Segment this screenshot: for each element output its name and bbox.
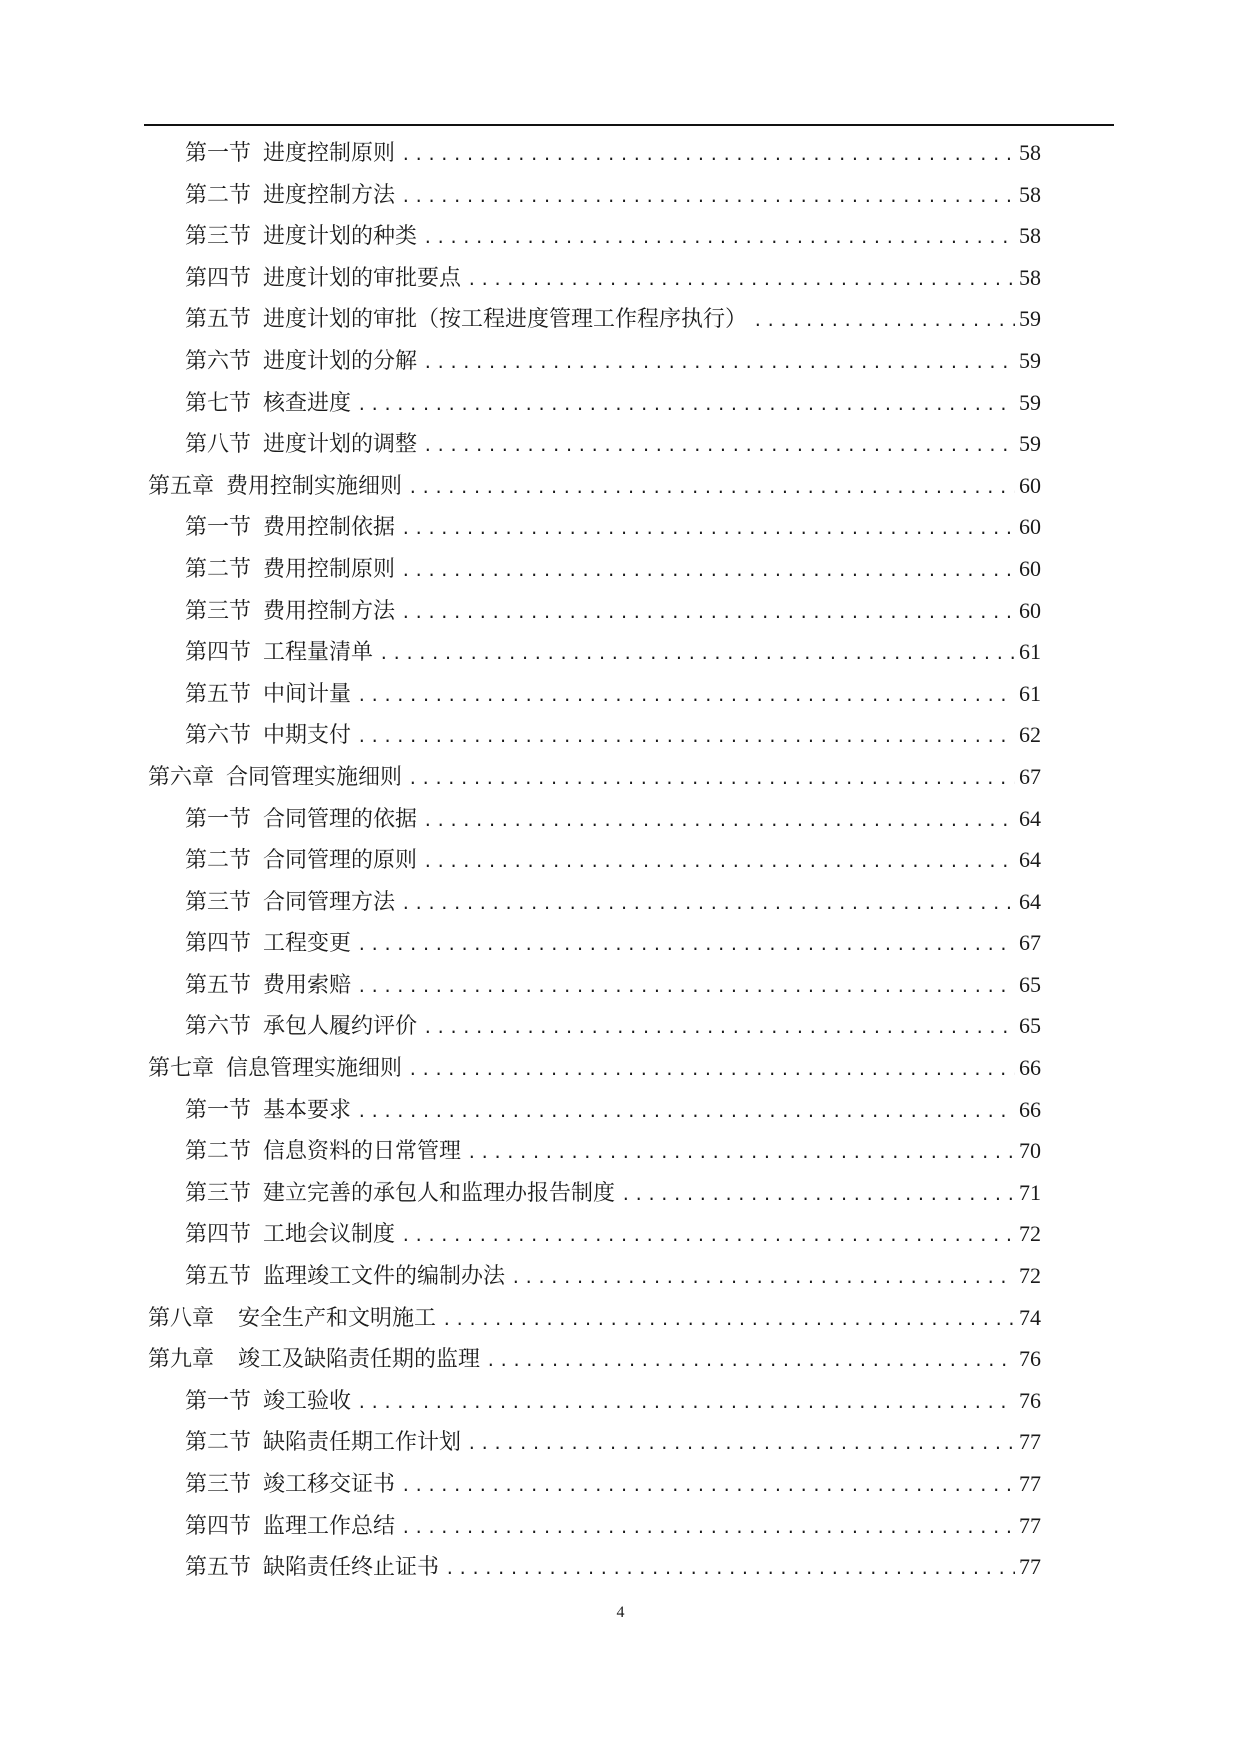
toc-entry-prefix: 第五节 [185,307,252,333]
toc-dot-leader [357,675,1015,717]
toc-section-entry[interactable] [148,382,1041,424]
toc-entry-page-number: 65 [1019,971,1041,997]
toc-entry-prefix: 第六章 [148,764,215,790]
toc-entry-prefix: 第六节 [185,348,252,374]
toc-entry-title: 安全生产和文明施工 [238,1305,437,1331]
toc-entry-prefix: 第四节 [185,1222,252,1248]
toc-entry-title: 进度计划的分解 [263,348,418,374]
toc-section-entry[interactable] [148,839,1041,881]
toc-dot-leader [401,1215,1015,1257]
toc-entry-page-number: 58 [1019,223,1041,249]
toc-entry-page-number: 70 [1019,1138,1041,1164]
table-of-contents [148,132,1041,1588]
toc-entry-page-number: 60 [1019,597,1041,623]
toc-chapter-entry[interactable] [148,1297,1041,1339]
toc-dot-leader [357,924,1015,966]
toc-entry-prefix: 第七节 [185,390,252,416]
toc-entry-prefix: 第二节 [185,1139,252,1165]
toc-dot-leader [401,134,1015,176]
toc-entry-prefix: 第三节 [185,889,252,915]
toc-chapter-entry[interactable] [148,465,1041,507]
toc-dot-leader [423,217,1015,259]
toc-section-entry[interactable] [148,1546,1041,1588]
toc-section-entry[interactable] [148,1005,1041,1047]
toc-section-entry[interactable] [148,1213,1041,1255]
toc-entry-prefix: 第四节 [185,265,252,291]
toc-section-entry[interactable] [148,1505,1041,1547]
toc-entry-title: 中期支付 [263,723,352,749]
toc-entry-page-number: 58 [1019,181,1041,207]
toc-entry-page-number: 77 [1019,1429,1041,1455]
toc-entry-prefix: 第三节 [185,224,252,250]
toc-entry-page-number: 72 [1019,1263,1041,1289]
toc-entry-page-number: 62 [1019,722,1041,748]
toc-entry-prefix: 第四节 [185,640,252,666]
toc-section-entry[interactable] [148,1380,1041,1422]
toc-entry-prefix: 第四节 [185,1513,252,1539]
toc-entry-title: 费用索赔 [263,972,352,998]
toc-entry-title: 信息资料的日常管理 [263,1139,462,1165]
toc-entry-page-number: 60 [1019,472,1041,498]
toc-dot-leader [401,176,1015,218]
toc-dot-leader [467,259,1015,301]
toc-entry-prefix: 第三节 [185,1472,252,1497]
toc-dot-leader [357,966,1015,1008]
toc-section-entry[interactable] [148,1463,1041,1505]
toc-section-entry[interactable] [148,506,1041,548]
toc-section-entry[interactable] [148,881,1041,923]
toc-dot-leader [357,716,1015,758]
toc-entry-prefix: 第一节 [185,806,252,832]
toc-entry-prefix: 第一节 [185,1388,252,1414]
toc-section-entry[interactable] [148,673,1041,715]
toc-entry-prefix: 第八章 [148,1305,215,1331]
toc-dot-leader [423,1007,1015,1049]
toc-entry-prefix: 第二节 [185,182,252,208]
toc-entry-title: 缺陷责任终止证书 [263,1555,440,1581]
toc-section-entry[interactable] [148,714,1041,756]
toc-entry-title: 监理工作总结 [263,1513,396,1539]
toc-dot-leader [357,1382,1015,1424]
toc-dot-leader [423,425,1015,467]
toc-entry-title: 缺陷责任期工作计划 [263,1430,462,1456]
toc-section-entry[interactable] [148,590,1041,632]
toc-entry-page-number: 76 [1019,1346,1041,1372]
toc-entry-title: 核查进度 [263,390,352,416]
toc-entry-prefix: 第二节 [185,556,252,582]
toc-entry-page-number: 59 [1019,431,1041,457]
toc-entry-title: 进度计划的种类 [263,224,418,250]
toc-entry-prefix: 第九章 [148,1347,215,1373]
page-number: 4 [616,1604,625,1621]
toc-entry-page-number: 60 [1019,555,1041,581]
toc-section-entry[interactable] [148,964,1041,1006]
toc-dot-leader [621,1174,1015,1216]
toc-dot-leader [408,1049,1015,1091]
toc-entry-title: 合同管理方法 [263,889,396,915]
toc-entry-page-number: 67 [1019,763,1041,789]
toc-dot-leader [486,1340,1015,1382]
toc-entry-prefix: 第四节 [185,931,252,957]
toc-entry-title: 进度控制方法 [263,182,396,208]
toc-dot-leader [445,1548,1015,1590]
toc-dot-leader [467,1423,1015,1465]
toc-dot-leader [511,1257,1015,1299]
toc-dot-leader [401,883,1015,925]
toc-entry-title: 费用控制方法 [263,598,396,624]
toc-entry-page-number: 77 [1019,1471,1041,1496]
toc-entry-title: 中间计量 [263,681,352,707]
toc-entry-page-number: 77 [1019,1512,1041,1538]
toc-entry-prefix: 第八节 [185,432,252,458]
toc-section-entry[interactable] [148,298,1041,340]
toc-entry-page-number: 74 [1019,1304,1041,1330]
toc-entry-prefix: 第一节 [185,1097,252,1123]
toc-entry-prefix: 第二节 [185,1430,252,1456]
toc-section-entry[interactable] [148,631,1041,673]
toc-dot-leader [357,384,1015,426]
toc-dot-leader [442,1299,1015,1341]
toc-section-entry[interactable] [148,548,1041,590]
toc-entry-title: 合同管理的依据 [263,806,418,832]
toc-entry-title: 竣工验收 [263,1388,352,1414]
toc-entry-title: 工地会议制度 [263,1222,396,1248]
header-rule [144,124,1114,126]
toc-entry-title: 建立完善的承包人和监理办报告制度 [263,1180,616,1206]
toc-dot-leader [357,1091,1015,1133]
toc-entry-page-number: 59 [1019,347,1041,373]
toc-dot-leader [401,1507,1015,1549]
toc-entry-page-number: 61 [1019,680,1041,706]
toc-entry-title: 监理竣工文件的编制办法 [263,1264,506,1290]
toc-entry-prefix: 第五节 [185,681,252,707]
toc-entry-title: 竣工及缺陷责任期的监理 [238,1347,481,1373]
toc-entry-prefix: 第六节 [185,723,252,749]
toc-entry-page-number: 61 [1019,639,1041,665]
toc-entry-page-number: 59 [1019,306,1041,332]
toc-dot-leader [379,633,1015,675]
toc-chapter-entry[interactable] [148,1047,1041,1089]
toc-entry-title: 竣工移交证书 [263,1472,396,1497]
toc-entry-title: 基本要求 [263,1097,352,1123]
toc-entry-prefix: 第五节 [185,972,252,998]
toc-entry-title: 进度计划的审批（按工程进度管理工作程序执行） [263,307,748,333]
toc-dot-leader [401,1465,1015,1507]
toc-section-entry[interactable] [148,1255,1041,1297]
toc-entry-title: 费用控制实施细则 [226,473,403,499]
toc-entry-title: 费用控制原则 [263,556,396,582]
toc-section-entry[interactable] [148,174,1041,216]
toc-entry-page-number: 64 [1019,805,1041,831]
toc-entry-title: 合同管理的原则 [263,848,418,874]
toc-entry-prefix: 第三节 [185,1180,252,1206]
toc-section-entry[interactable] [148,1172,1041,1214]
toc-dot-leader [423,342,1015,384]
toc-dot-leader [401,592,1015,634]
toc-entry-title: 费用控制依据 [263,515,396,541]
toc-dot-leader [423,800,1015,842]
toc-entry-title: 承包人履约评价 [263,1014,418,1040]
toc-entry-title: 信息管理实施细则 [226,1056,403,1082]
toc-entry-prefix: 第七章 [148,1056,215,1082]
toc-dot-leader [408,467,1015,509]
toc-entry-page-number: 58 [1019,140,1041,165]
toc-dot-leader [753,300,1015,342]
toc-section-entry[interactable] [148,257,1041,299]
toc-entry-page-number: 76 [1019,1387,1041,1413]
toc-section-entry[interactable] [148,215,1041,257]
toc-entry-prefix: 第五节 [185,1555,252,1581]
toc-entry-prefix: 第三节 [185,598,252,624]
toc-entry-page-number: 67 [1019,930,1041,956]
toc-entry-title: 进度计划的审批要点 [263,265,462,291]
toc-section-entry[interactable] [148,798,1041,840]
toc-section-entry[interactable] [148,1089,1041,1131]
toc-entry-title: 进度控制原则 [263,141,396,166]
toc-dot-leader [401,550,1015,592]
toc-section-entry[interactable] [148,1421,1041,1463]
toc-entry-page-number: 64 [1019,888,1041,914]
toc-entry-page-number: 66 [1019,1096,1041,1122]
toc-section-entry[interactable] [148,922,1041,964]
toc-section-entry[interactable] [148,423,1041,465]
toc-entry-prefix: 第五章 [148,473,215,499]
toc-entry-title: 工程量清单 [263,640,374,666]
toc-section-entry[interactable] [148,132,1041,174]
toc-entry-page-number: 77 [1019,1554,1041,1580]
toc-entry-page-number: 58 [1019,264,1041,290]
toc-entry-page-number: 66 [1019,1055,1041,1081]
toc-entry-title: 工程变更 [263,931,352,957]
toc-entry-prefix: 第六节 [185,1014,252,1040]
toc-entry-page-number: 65 [1019,1013,1041,1039]
toc-entry-prefix: 第二节 [185,848,252,874]
toc-entry-title: 进度计划的调整 [263,432,418,458]
toc-entry-page-number: 64 [1019,847,1041,873]
toc-section-entry[interactable] [148,1130,1041,1172]
toc-chapter-entry[interactable] [148,756,1041,798]
toc-entry-page-number: 60 [1019,514,1041,540]
toc-dot-leader [423,841,1015,883]
toc-entry-page-number: 72 [1019,1221,1041,1247]
toc-entry-page-number: 59 [1019,389,1041,415]
toc-dot-leader [408,758,1015,800]
toc-chapter-entry[interactable] [148,1338,1041,1380]
toc-entry-prefix: 第一节 [185,515,252,541]
toc-entry-prefix: 第五节 [185,1264,252,1290]
toc-entry-prefix: 第一节 [185,141,252,166]
toc-dot-leader [467,1132,1015,1174]
toc-entry-page-number: 71 [1019,1179,1041,1205]
toc-section-entry[interactable] [148,340,1041,382]
toc-dot-leader [401,508,1015,550]
toc-entry-title: 合同管理实施细则 [226,764,403,790]
